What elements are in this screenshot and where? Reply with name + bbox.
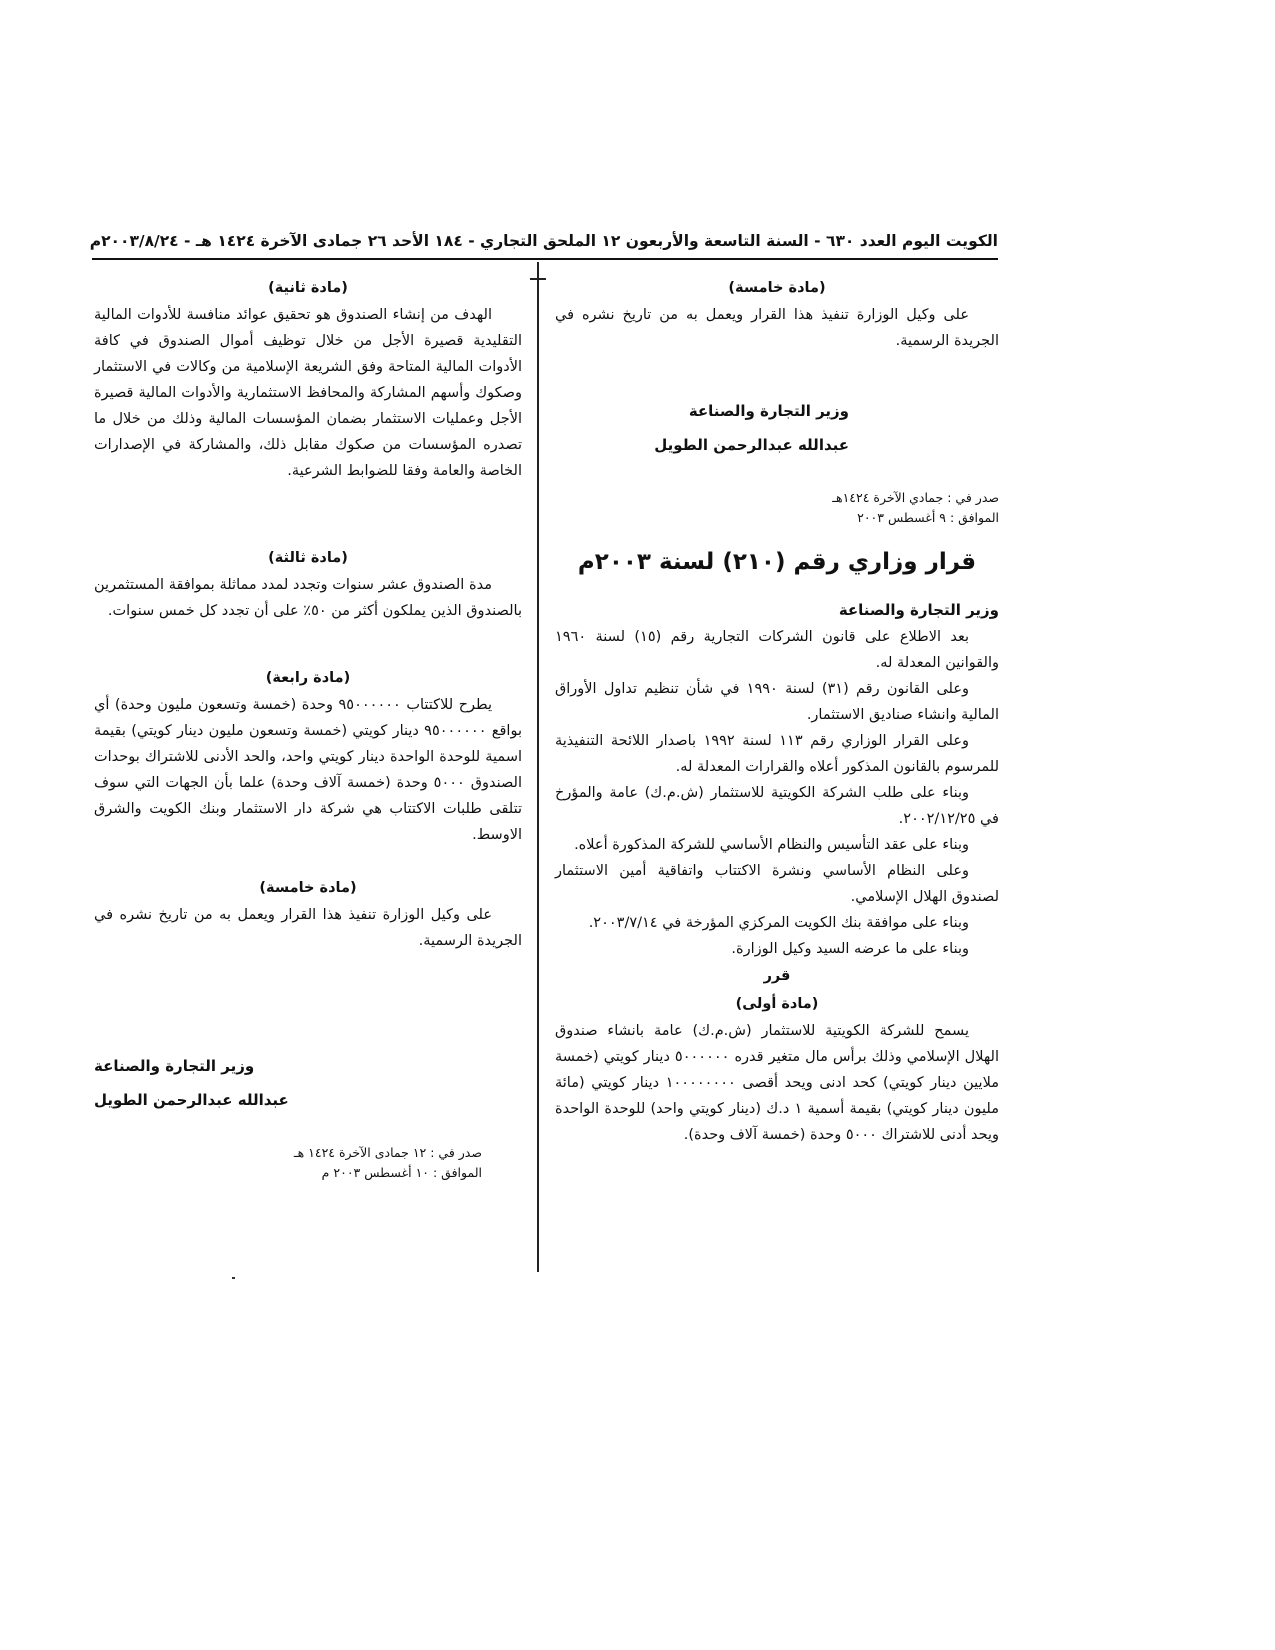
preamble-2: وعلى القانون رقم (٣١) لسنة ١٩٩٠ في شأن تنظيم تداول الأوراق المالية وانشاء صناديق الاستثمار.: [555, 681, 999, 723]
article4-text: يطرح للاكتتاب ٩٥٠٠٠٠٠٠ وحدة (خمسة وتسعون مليون وحدة) أي بواقع ٩٥٠٠٠٠٠٠ دينار كويتي (خمسة وتسعون مليون دينار كويتي) بقيمة اسمية للوحدة الواحدة دينار كويتي واحد، والحد الأدنى للاشتراك بوحدات الصندوق ٥٠٠٠ وحدة (خمسة آلاف وحدة) علما بأن الجهات التي سوف تتلقى طلبات الاكتتاب هي شركة دار الاستثمار وبنك الكويت والشرق الاوسط.: [94, 697, 522, 843]
decision-title: قرار وزاري رقم (٢١٠) لسنة ٢٠٠٣م: [577, 549, 977, 575]
preamble-1: بعد الاطلاع على قانون الشركات التجارية رقم (١٥) لسنة ١٩٦٠ والقوانين المعدلة له.: [555, 629, 999, 671]
header-rule: [92, 258, 998, 260]
signature-name: عبدالله عبدالرحمن الطويل: [94, 1091, 289, 1109]
preamble-8: وبناء على ما عرضه السيد وكيل الوزارة.: [731, 941, 969, 957]
dates-top-corresponding: الموافق : ٩ أغسطس ٢٠٠٣: [857, 510, 999, 525]
right-column: [555, 274, 999, 1274]
signature-top-title: وزير التجارة والصناعة: [688, 402, 849, 420]
article4-heading: (مادة رابعة): [265, 670, 351, 686]
article1-heading: (مادة أولى): [735, 996, 819, 1012]
dates-corresponding: الموافق : ١٠ أغسطس ٢٠٠٣ م: [321, 1165, 482, 1180]
preamble-3: وعلى القرار الوزاري رقم ١١٣ لسنة ١٩٩٢ باصدار اللائحة التنفيذية للمرسوم بالقانون المذكور أعلاه والقرارات المعدلة له.: [555, 733, 999, 775]
preamble-7: وبناء على موافقة بنك الكويت المركزي المؤرخة في ٢٠٠٣/٧/١٤.: [588, 915, 969, 931]
article2-text: الهدف من إنشاء الصندوق هو تحقيق عوائد منافسة للأدوات المالية التقليدية قصيرة الأجل من خلال توظيف أموال الصندوق في كافة الأدوات المالية المتاحة وفق الشريعة الإسلامية من وكالات في الاستثمار وصكوك وأسهم المشاركة والمحافظ الاستثمارية والأدوات المالية قصيرة الأجل وعمليات الاستثمار بضمان المؤسسات المالية وذلك من خلال ما تصدره المؤسسات من صكوك مقابل ذلك، والمشاركة في الإصدارات الخاصة والعامة وفقا للضوابط الشرعية.: [94, 307, 522, 479]
preamble-6: وعلى النظام الأساسي ونشرة الاكتتاب واتفاقية أمين الاستثمار لصندوق الهلال الإسلامي.: [555, 863, 999, 905]
article1-text: يسمح للشركة الكويتية للاستثمار (ش.م.ك) عامة بانشاء صندوق الهلال الإسلامي وذلك برأس مال متغير قدره ٥٠٠٠٠٠٠ دينار كويتي (خمسة ملايين دينار كويتي) كحد ادنى ويحد أقصى ١٠٠٠٠٠٠٠٠ دينار كويتي (مائة مليون دينار كويتي) بقيمة أسمية ١ د.ك (دينار كويتي واحد) للوحدة الواحدة ويحد أدنى للاشتراك ٥٠٠٠ وحدة (خمسة آلاف وحدة).: [555, 1023, 1000, 1143]
divider-tick: [530, 278, 546, 280]
gazette-header: الكويت اليوم العدد ٦٣٠ - السنة التاسعة والأربعون ١٢ الملحق التجاري - ١٨٤ الأحد ٢٦ جمادى الآخرة ١٤٢٤ هـ - ٢٠٠٣/٨/٢٤م: [89, 232, 998, 250]
article5-prev-heading: (مادة خامسة): [728, 280, 826, 296]
scan-speck: [232, 1277, 235, 1279]
preamble-4: وبناء على طلب الشركة الكويتية للاستثمار (ش.م.ك) عامة والمؤرخ في ٢٠٠٢/١٢/٢٥.: [555, 785, 999, 827]
dates-issued: صدر في : ١٢ جمادى الآخرة ١٤٢٤ هـ: [293, 1145, 482, 1160]
preamble-5: وبناء على عقد التأسيس والنظام الأساسي للشركة المذكورة أعلاه.: [574, 837, 969, 853]
minister-heading: وزير التجارة والصناعة: [838, 601, 999, 619]
dates-top-issued: صدر في : جمادي الآخرة ١٤٢٤هـ: [832, 490, 999, 505]
article5-heading: (مادة خامسة): [259, 880, 357, 896]
decided-heading: قرر: [763, 968, 791, 984]
signature-top-name: عبدالله عبدالرحمن الطويل: [654, 436, 849, 454]
column-divider: [537, 262, 539, 1272]
article2-heading: (مادة ثانية): [268, 280, 348, 296]
article5-text: على وكيل الوزارة تنفيذ هذا القرار ويعمل به من تاريخ نشره في الجريدة الرسمية.: [94, 907, 522, 949]
article3-text: مدة الصندوق عشر سنوات وتجدد لمدد مماثلة بموافقة المستثمرين بالصندوق الذين يملكون أكثر من ٥٠٪ على أن تجدد كل خمس سنوات.: [94, 577, 522, 619]
article3-heading: (مادة ثالثة): [268, 550, 348, 566]
article5-prev-text: على وكيل الوزارة تنفيذ هذا القرار ويعمل به من تاريخ نشره في الجريدة الرسمية.: [555, 307, 999, 349]
left-column: [94, 274, 522, 1274]
signature-title: وزير التجارة والصناعة: [94, 1057, 255, 1075]
